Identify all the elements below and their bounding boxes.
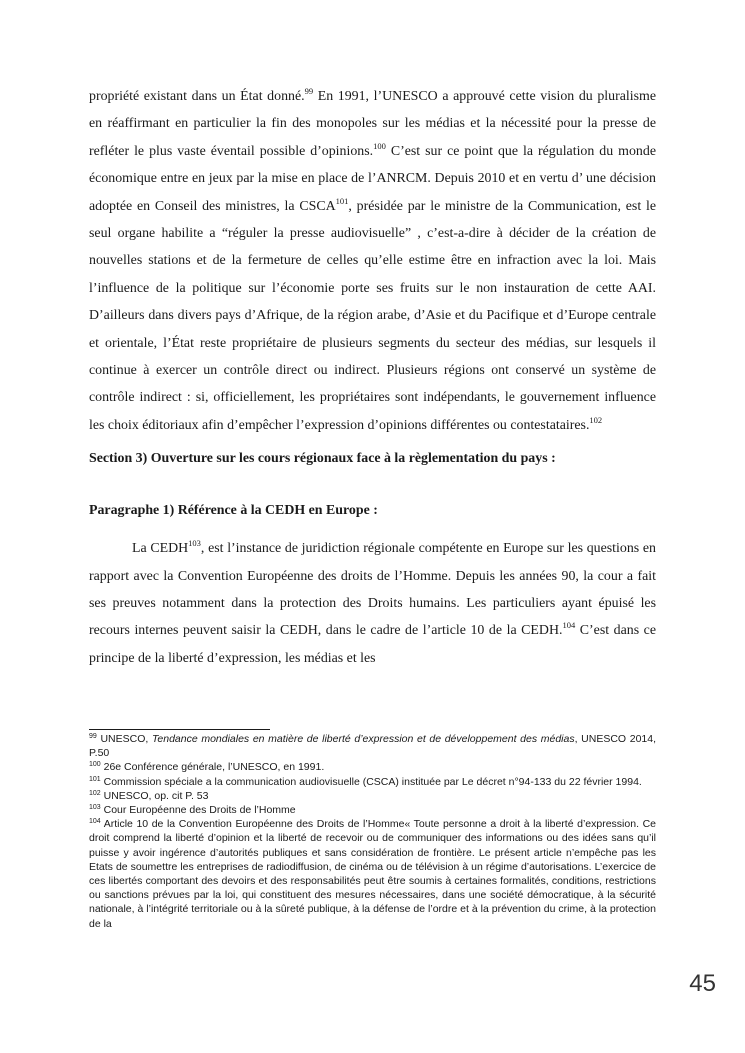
footnote-number: 102 — [89, 789, 101, 797]
footnote-number: 99 — [89, 733, 97, 740]
footnote-102 — [89, 789, 656, 803]
paragraph-text: , est l’instance de juridiction régionale compétente en Europe sur les questions en rapport avec la Convention Européenne des droits de l’Homme. Depuis les années 90, la cour a fait ses preuves notamment dans la protection des Droits humains. Les particuliers ayant épuisé les recours internes peuvent saisir la CEDH, dans le cadre de l’article 10 de la CEDH. — [89, 541, 656, 639]
footnote-99 — [89, 732, 656, 760]
paragraph-text: C’est dans ce principe de la liberté d’expression, les médias et les — [89, 623, 656, 666]
footnote-text: Commission spéciale a la communication audiovisuelle (CSCA) instituée par Le décret n°94-133 du 22 février 1994. — [100, 775, 642, 788]
footnote-101 — [89, 775, 656, 789]
footnote-text: UNESCO, op. cit P. 53 — [100, 789, 209, 802]
footnote-103 — [89, 803, 656, 817]
footnote-100 — [89, 760, 656, 774]
page-number: 45 — [689, 970, 716, 997]
paragraph-text: propriété existant dans un État donné. — [89, 89, 305, 104]
paragraph-text: C’est sur ce point que la régulation du monde économique entre en jeux par la mise en place de l’ANRCM. Depuis 2010 et en vertu d’ une décision adoptée en Conseil des ministres, la CSCA — [89, 143, 656, 214]
footnote-title: Tendance mondiales en matière de liberté d’expression et de développement des médias — [151, 733, 575, 745]
paragraph-text: La CEDH — [132, 541, 189, 557]
footnote-number: 104 — [89, 818, 101, 826]
footnote-ref-104[interactable]: 104 — [562, 620, 576, 631]
footnote-ref-99[interactable]: 99 — [304, 86, 314, 96]
paragraph-cedh — [89, 535, 656, 672]
paragraph-text: En 1991, l’UNESCO a approuvé cette vision du pluralisme en réaffirmant en particulier la fin des monopoles sur les médias et la nécessité pour la presse de refléter le plus vaste éventail possible d’opinions. — [89, 89, 656, 159]
footnote-ref-102[interactable]: 102 — [589, 414, 603, 425]
footnote-104 — [89, 817, 656, 931]
paragraph-text: , présidée par le ministre de la Communication, est le seul organe habilite a “réguler la presse audiovisuelle” , c’est-a-dire à décider de la création de nouvelles stations et de la fermeture de celles qu’elle estime être en infraction avec la loi. Mais l’influence de la politique sur l’économie porte ses fruits sur le non instauration de cette AAI. D’ailleurs dans divers pays d’Afrique, de la région arabe, d’Asie et du Pacifique et d’Europe centrale et orientale, l’État reste propriétaire de plusieurs segments du secteur des médias, sur lesquels il continue à exercer un contrôle direct ou indirect. Plusieurs régions ont conservé un système de contrôle indirect : si, officiellement, les propriétaires sont indépendants, le gouvernement influence les choix éditoriaux afin d’empêcher l’expression d’opinions différentes ou contestataires. — [89, 198, 656, 433]
footnote-text: Cour Européenne des Droits de l’Homme — [100, 804, 296, 817]
footnote-text: 26e Conférence générale, l’UNESCO, en 1991. — [100, 761, 325, 774]
footnote-ref-100[interactable]: 100 — [373, 140, 386, 151]
footnote-text: , UNESCO 2014, P.50 — [89, 733, 657, 760]
footnote-number: 103 — [89, 804, 101, 812]
footnote-number: 100 — [89, 761, 101, 769]
footnote-separator — [89, 729, 270, 730]
footnote-text: Article 10 de la Convention Européenne des Droits de l’Homme« Toute personne a droit à la liberté d’expression. Ce droit comprend la liberté d’opinion et la liberté de recevoir ou de communiquer des informations ou des idées sans qu’il puisse y avoir ingérence d’autorités publiques et sans considération de frontière. Le présent article n’empêche pas les Etats de soumettre les entreprises de radiodiffusion, de cinéma ou de télévision à un régime d’autorisations. L’exercice de ces libertés comportant des devoirs et des responsabilités peut être soumis à certaines formalités, conditions, restrictions ou sanctions prévues par la loi, qui constituent des mesures nécessaires, dans une société démocratique, à la sécurité nationale, à l’intégrité territoriale ou à la sûreté publique, à la défense de l’ordre et à la prévention du crime, à la protection de la — [89, 818, 656, 930]
footnote-text: UNESCO, — [96, 733, 152, 745]
footnote-number: 101 — [89, 775, 101, 783]
body-text — [89, 83, 656, 672]
paragraph-heading: Paragraphe 1) Référence à la CEDH en Europe : — [89, 502, 378, 518]
paragraph-pluralism — [89, 83, 656, 439]
footnote-ref-101[interactable]: 101 — [335, 195, 349, 206]
section-heading: Section 3) Ouverture sur les cours régionaux face à la règlementation du pays : — [89, 451, 556, 467]
footnote-ref-103[interactable]: 103 — [188, 538, 201, 549]
footnotes — [89, 732, 656, 931]
